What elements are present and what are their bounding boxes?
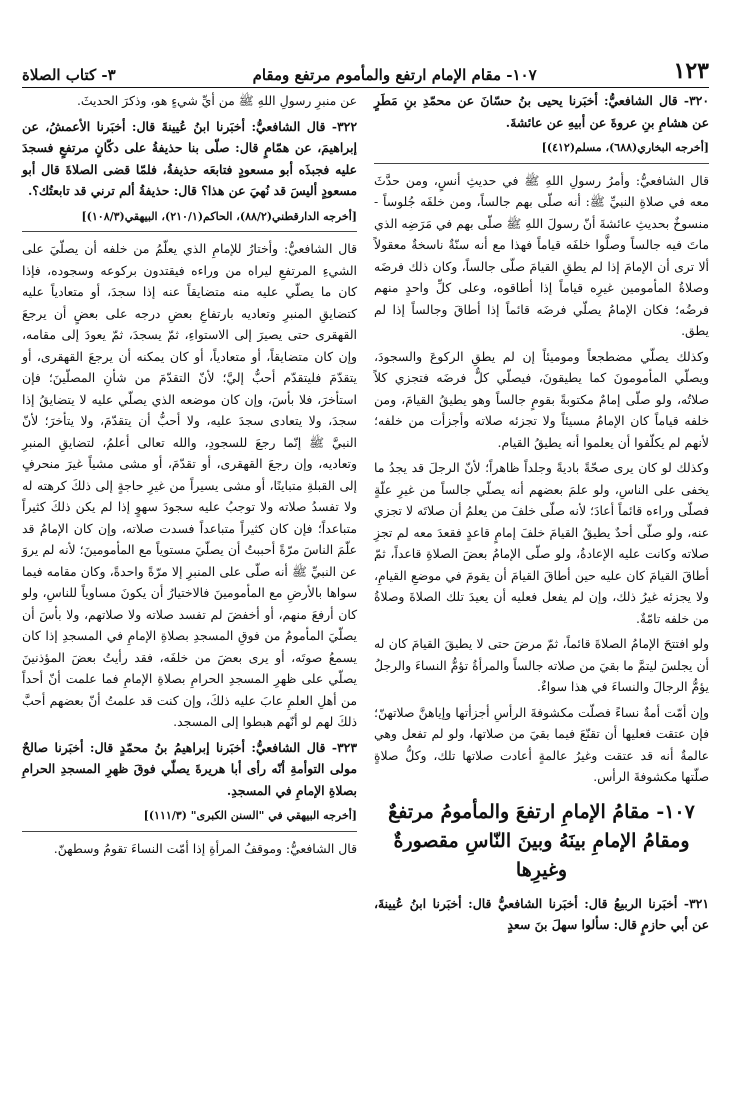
source-reference: [أخرجه الدارقطني(٨٨/٢)، الحاكم(٢١٠/١)، البيهقي(١٠٨/٣)] [81,209,357,223]
body-paragraph: وإن أمّت أمةٌ نساءً فصلّت مكشوفةَ الرأسِ أجزأتها وإياهنَّ صلاتهنّ؛ فإن عتقت فعليها أن تقنّعَ فيما بقيَ من صلاتها، ولو لم تفعل وهي عالمةٌ أنه قد عتقت وغيرُ عالمةٍ أعادت صلاتها تلك، وكلُّ صلاةٍ صلّتها مكشوفةَ الرأس. [374,704,709,784]
hadith-paragraph: ٣٢٣- قال الشافعيُّ: أخبَرنا إبراهيمُ بنُ محمّدٍ قال: أخبَرنا صالحٌ مولى التوأمةِ أنّه رأى أبا هريرةَ يصلّي فوقَ ظهرِ المسجدِ الحرامِ بصلاةِ الإمامِ في المسجدِ. [22,739,357,798]
chapter-heading: ١٠٧- مقامُ الإمامِ ارتفعَ والمأمومُ مرتفعٌ ومقامُ الإمامِ بينَهُ وبينَ النّاسِ مقصورةٌ وغيرِها [388,800,695,881]
reference-separator [22,831,357,832]
header-rule [22,87,709,88]
body-paragraph: ولو افتتحَ الإمامُ الصلاةَ قائماً، ثمّ مرضَ حتى لا يطيقَ القيامَ كان له أن يجلسَ ليتمَّ ما بقيَ من صلاته جالساً والمرأةُ تؤمُّ النساءَ والرجلُ يؤمُّ الرجالَ والنساءَ في هذا سواءٌ. [374,636,709,694]
source-reference: [أخرجه البيهقي في "السنن الكبرى" (١١١/٣)] [143,809,357,822]
reference-separator [22,231,357,232]
left-column [22,90,357,863]
right-column [374,90,709,940]
running-title: ١٠٧- مقام الإمام ارتفع والمأموم مرتفع ومقام [252,66,537,84]
book-title: ٣- كتاب الصلاة [22,66,116,84]
body-paragraph: عن منبرِ رسولِ اللهِ ﷺ من أيِّ شيءٍ هو، وذكرَ الحديثَ. [76,93,357,108]
body-paragraph: قال الشافعيُّ: وموقفُ المرأةِ إذا أمّت النساءَ تقومُ وسطهنّ. [53,840,357,856]
hadith-paragraph: ٣٢٢- قال الشافعيُّ: أخبَرنا ابنُ عُيينةَ قال: أخبَرنا الأعمشُ، عن إبراهيمَ، عن همّامٍ قال: صلّى بنا حذيفةُ على دكّانٍ مرتفعٍ فسجدَ عليه فجبذَه أبو مسعودٍ فتابعَه حذيفةُ، فلمّا قضى الصلاةَ قال أبو مسعودٍ أليسَ قد نُهيَ عن هذا؟ قال: حذيفةُ ألم ترني قد تابعتُك؟. [22,118,357,198]
body-paragraph: قال الشافعيُّ: وأمرُ رسولِ اللهِ ﷺ في حديثِ أنسٍ، ومن حدَّثَ معه في صلاةِ النبيِّ ﷺ: أنه صلّى بهم جالساً، ومن خلفَه جُلوساً - منسوخٌ بحديثِ عائشةَ أنّ رسولَ اللهِ ﷺ صلّى بهم في مَرَضِه الذي ماتَ فيه جالساً وصلَّوا خلفَه قياماً فهذا مع أنه سنّةٌ ناسخةٌ معقولاً ألا ترى أن الإمامَ إذا لم يطقِ القيامَ صلّى جالساً، وكان ذلك فرضَه وصلاةُ المأمومين غيرِه قياماً إذا أطاقوه، وعلى كلِّ واحدٍ منهم فرضُه؛ فكان الإمامُ يصلّي فرضَه قائماً إذا أطاقَ وجالساً إذا لم يطق. [374,172,709,338]
hadith-paragraph: ٣٢١- أخبَرنا الربيعُ قال: أخبَرنا الشافعيُّ قال: أخبَرنا ابنُ عُيينةَ، عن أبي حازمٍ قال: سألوا سهلَ بنَ سعدٍ [374,895,709,932]
hadith-paragraph: ٣٢٠- قال الشافعيُّ: أخبَرنا يحيى بنُ حسّانَ عن محمّدِ بنِ مَطَرٍ عن هشامِ بنِ عروةَ عن أبيهِ عن عائشةَ. [374,93,709,130]
source-reference: [أخرجه البخاري(٦٨٨)، مسلم(٤١٢)] [541,141,709,154]
body-paragraph: وكذلك لو كان يرى صحّةً باديةً وجلداً ظاهراً؛ لأنّ الرجلَ قد يجدُ ما يخفى على الناسِ، ولو علمَ بعضهم أنه يصلّي جالساً من غيرِ علّةٍ فصلّى وراءه قائماً أعادَ؛ لأنه صلّى خلفَ من يعلمُ أن صلاتَه لا تجزي عنه، ولو صلّى أحدٌ يطيقُ القيامَ خلفَ إمامٍ قاعدٍ فقعدَ معه لم تجزِ صلاته وكانت عليه الإعادةُ، ولو صلّى الإمامُ بعضَ الصلاةِ قاعداً، ثمّ أطاقَ القيامَ كان عليه حين أطاقَ القيامَ أن يقومَ في موضعِ القيامِ، ولا يجزئه غيرُ ذلك، وإن لم يفعل فعليه أن يعيدَ تلك الصلاةَ وصلاةُ من خلفه تامّةٌ. [374,460,709,626]
page-number: ١٢٣ [673,58,709,84]
page-header [22,60,709,84]
reference-separator [374,163,709,164]
body-paragraph: وكذلك يصلّي مضطجعاً وموميئاً إن لم يطقِ الركوعَ والسجودَ، ويصلّي المأمومونَ كما يطيقونَ، فيصلّي كلٌّ فرضَه فتجزي كلاً صلاتُه، ولو صلّى إمامٌ مكتوبةً بقومٍ جالساً وهو يطيقُ القيامَ، ومن خلفه قياماً كان الإمامُ مسيئاً ولا تجزئه صلاته وأجزأت من خلفه؛ لأنهم لم يكلّفوا أن يعلموا أنه يطيقُ القيام. [374,348,709,450]
body-paragraph: قال الشافعيُّ: وأختارُ للإمامِ الذي يعلّمُ من خلفه أن يصلّيَ على الشيءِ المرتفعِ ليراه من وراءه فيقتدون بركوعه وسجوده، فإذا كان ما يصلّي عليه منه متضايقاً عنه إذا سجدَ، أو متعادياً عليه كتضايقِ المنبرِ وتعاديه بارتفاعِ بعضِ درجه على بعضٍ أن يرجعَ القهقرى حتى يصيرَ إلى الاستواءِ، ثمّ يسجدَ، ثمّ يعودَ إلى مقامه، وإن كان متضايقاً، أو متعادياً، أو كان يمكنه أن يرجعَ القهقرى، أو يتقدّمَ فليتقدّم أحبُّ إليَّ؛ لأنّ التقدّمَ من شأنِ المصلّينَ؛ فإن استأخرَ، فلا بأسَ، وإن كان موضعه الذي يصلّي عليه لا يتضايقُ إذا سجدَ، ولا يتعادى سجدَ عليه، ولا أحبُّ أن يتقدّمَ، ولا يتأخرَ؛ لأنّ النبيَّ ﷺ إنّما رجعَ للسجودِ، والله تعالى أعلمُ، لتضايقِ المنبرِ وتعاديه، وإن رجعَ القهقرى، أو تقدّمَ، أو مشى مشياً غيرَ منحرفٍ إلى القبلةِ متباينًا، أو مشى يسيراً من غيرِ حاجةٍ إلى ذلكَ كرهته له ولا تفسدُ صلاته ولا توجبُ عليه سجودَ سهوٍ إذا لم يكن ذلكَ كثيراً متباعداً؛ فإن كان كثيراً متباعداً فسدت صلاته، وإن كان الإمامُ قد علّمَ الناسَ مرّةً أحببتُ أن يصلّيَ مستوياً مع المأمومينَ؛ لأنه لم يروَ عن النبيِّ ﷺ أنه صلّى على المنبرِ إلا مرّةً واحدةً، وكان مقامه فيما سواها بالأرضِ مع المأمومينَ فالاختيارُ أن يكونَ مساوياً للناسِ، ولو كان أرفعَ منهم، أو أخفضَ لم تفسد صلاته ولا صلاتهم، ولا بأسَ أن يصلّيَ المأمومُ من فوقِ المسجدِ بصلاةِ الإمامِ في المسجدِ إذا كان يسمعُ صوتَه، أو يرى بعضَ من خلفَه، فقد رأيتُ بعضَ المؤذنينَ يصلّي على ظهرِ المسجدِ الحرامِ بصلاةِ الإمامِ فما علمت أنّ أحداً من أهلِ العلمِ عابَ عليه ذلكَ، وإن كنت قد علمتُ أنّ بعضهم أحبَّ ذلكَ لهم لو أنّهم هبطوا إلى المسجد. [22,241,357,729]
